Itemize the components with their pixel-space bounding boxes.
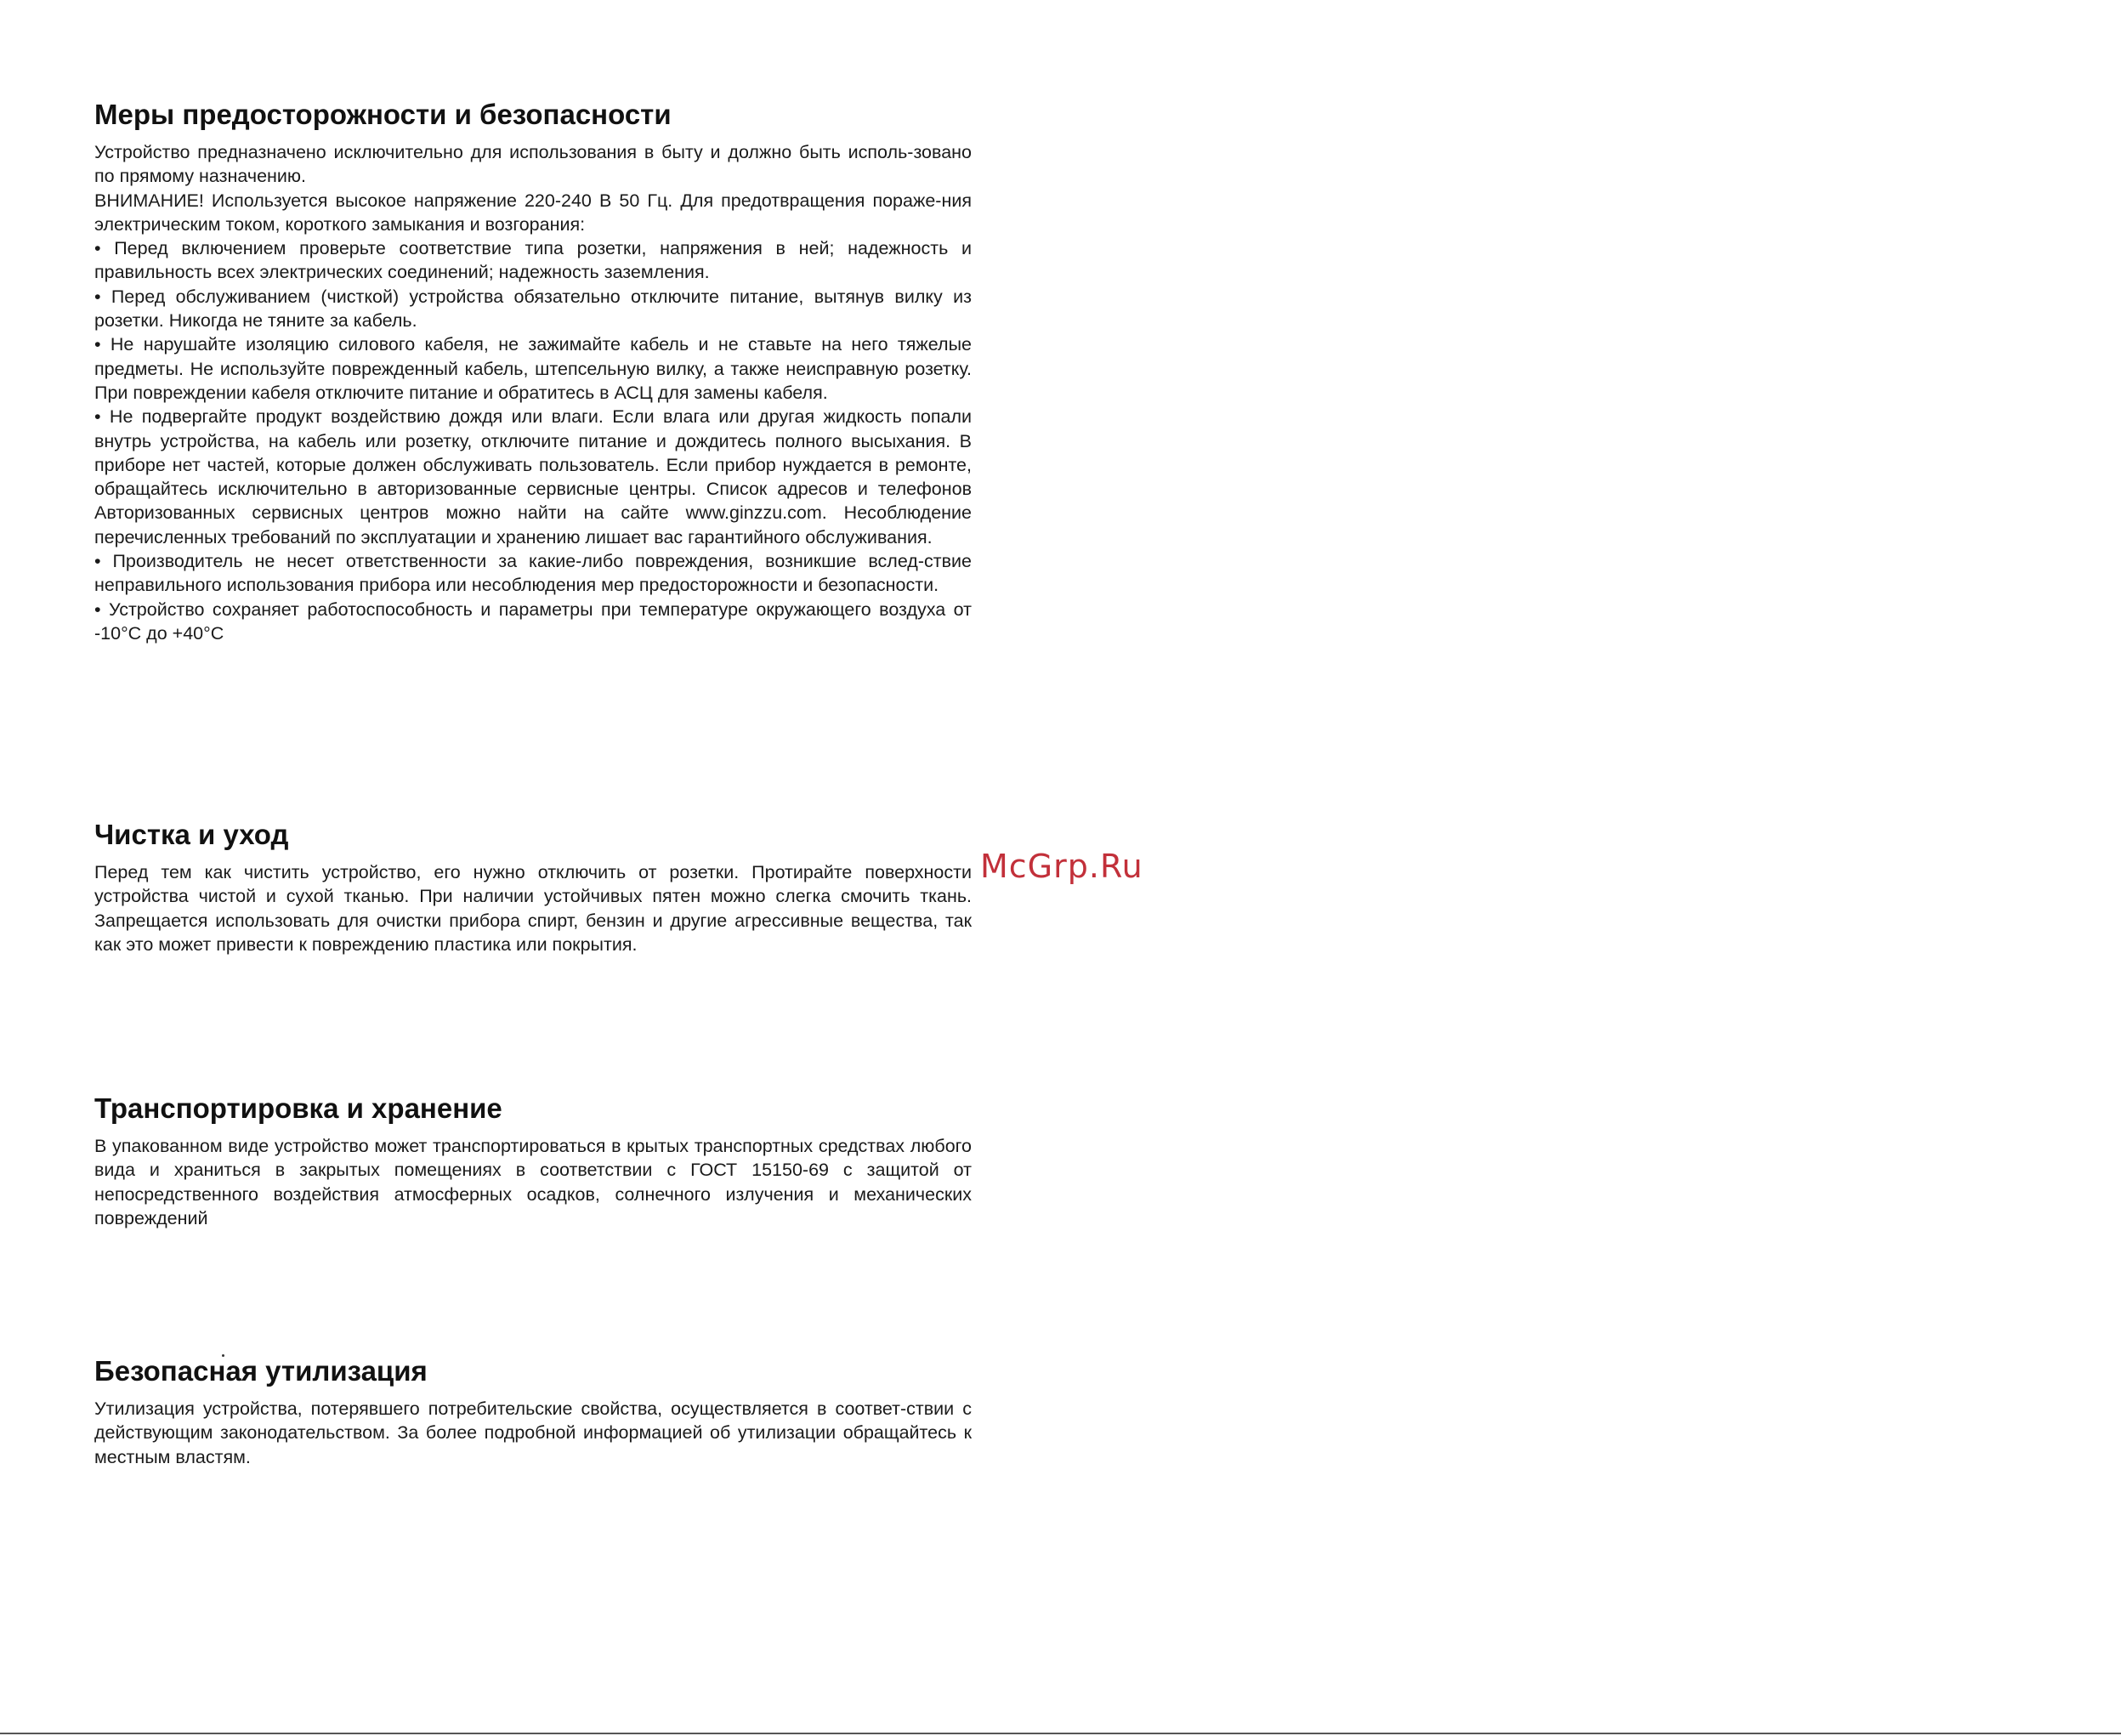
safety-bullet-temperature: • Устройство сохраняет работоспособность и параметры при температуре окружающего воздуха от -10°C до +40°C	[94, 599, 972, 644]
disposal-paragraph: Утилизация устройства, потерявшего потребительские свойства, осуществляется в соответ-ствии с действующим законодательством. За более подробной информацией об утилизации обращайтесь к местным властям.	[94, 1398, 972, 1467]
transport-paragraph: В упакованном виде устройство может транспортироваться в крытых транспортных средствах любого вида и храниться в закрытых помещениях в соответствии с ГОСТ 15150-69 с защитой от непосредственного воздействия атмосферных осадков, солнечного излучения и механических повреждений	[94, 1136, 972, 1228]
safety-bullet-moisture: • Не подвергайте продукт воздействию дождя или влаги. Если влага или другая жидкость попали внутрь устройства, на кабель или розетку, отключите питание и дождитесь полного высыхания. В приборе нет частей, которые должен обслуживать пользователь. Если прибор нуждается в ремонте, обращайтесь исключительно в авторизованные сервисные центры. Список адресов и телефонов Авторизованных сервисных центров можно найти на сайте www.ginzzu.com. Несоблюдение перечисленных требований по эксплуатации и хранению лишает вас гарантийного обслуживания.	[94, 406, 972, 547]
transport-section	[94, 1092, 972, 1230]
safety-bullet-liability: • Производитель не несет ответственности за какие-либо повреждения, возникшие вслед-ствие неправильного использования прибора или несоблюдения мер предосторожности и безопасности.	[94, 551, 972, 596]
transport-heading: Транспортировка и хранение	[94, 1092, 502, 1124]
disposal-heading: Безопасная утилизация	[94, 1355, 428, 1387]
cleaning-paragraph: Перед тем как чистить устройство, его нужно отключить от розетки. Протирайте поверхности устройства чистой и сухой тканью. При наличии устойчивых пятен можно слегка смочить ткань. Запрещается использовать для очистки прибора спирт, бензин и другие агрессивные вещества, так как это может привести к повреждению пластика или покрытия.	[94, 862, 972, 955]
safety-bullet-connection: • Перед включением проверьте соответствие типа розетки, напряжения в ней; надежность и правильность всех электрических соединений; надежность заземления.	[94, 238, 972, 283]
disposal-section	[94, 1354, 972, 1469]
safety-heading: Меры предосторожности и безопасности	[94, 99, 672, 130]
bottom-divider	[0, 1733, 2121, 1734]
safety-bullet-maintenance: • Перед обслуживанием (чисткой) устройства обязательно отключите питание, вытянув вилку из розетки. Никогда не тяните за кабель.	[94, 286, 972, 332]
watermark-logo: McGrp.Ru	[980, 848, 1143, 885]
cleaning-section	[94, 818, 972, 956]
safety-bullet-cable: • Не нарушайте изоляцию силового кабеля, не зажимайте кабель и не ставьте на него тяжелые предметы. Не используйте поврежденный кабель, штепсельную вилку, а также неисправную розетку. При повреждении кабеля отключите питание и обратитесь в АСЦ для замены кабеля.	[94, 334, 972, 403]
safety-intro-paragraph: Устройство предназначено исключительно для использования в быту и должно быть исполь-зовано по прямому назначению.	[94, 142, 972, 187]
cleaning-heading: Чистка и уход	[94, 819, 289, 850]
safety-warning-paragraph: ВНИМАНИЕ! Используется высокое напряжение 220-240 В 50 Гц. Для предотвращения пораже-ния электрическим током, короткого замыкания и возгорания:	[94, 190, 972, 235]
safety-section	[94, 98, 972, 645]
